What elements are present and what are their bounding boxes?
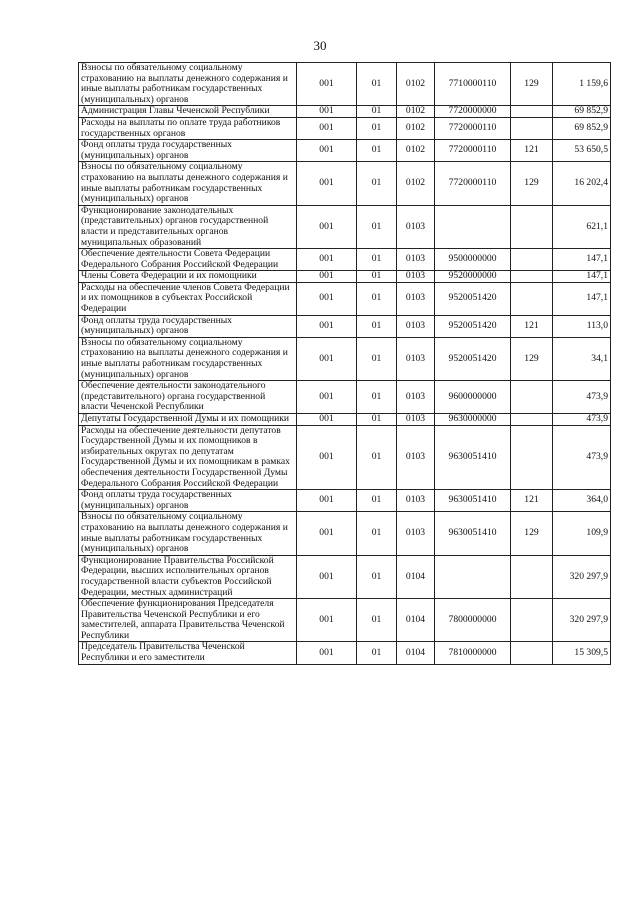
expense-name: Расходы на выплаты по оплате труда работников государственных органов — [79, 117, 297, 139]
ministry-code: 001 — [297, 63, 357, 106]
section-code: 01 — [357, 381, 397, 414]
subsection-code: 0103 — [397, 490, 435, 512]
subsection-code: 0104 — [397, 599, 435, 642]
amount: 69 852,9 — [553, 117, 611, 139]
subsection-code: 0103 — [397, 315, 435, 337]
section-code: 01 — [357, 162, 397, 205]
expense-name: Взносы по обязательному социальному страхованию на выплаты денежного содержания и иные выплаты работникам государственных (муниципальных) органов — [79, 63, 297, 106]
amount: 621,1 — [553, 205, 611, 248]
amount: 1 159,6 — [553, 63, 611, 106]
target-article-code: 9520000000 — [435, 271, 511, 283]
target-article-code: 7720000110 — [435, 117, 511, 139]
amount: 16 202,4 — [553, 162, 611, 205]
amount: 147,1 — [553, 271, 611, 283]
subsection-code: 0103 — [397, 425, 435, 490]
expense-type-code — [511, 599, 553, 642]
target-article-code — [435, 555, 511, 598]
ministry-code: 001 — [297, 249, 357, 271]
table-row — [79, 282, 611, 315]
expense-name: Взносы по обязательному социальному страхованию на выплаты денежного содержания и иные выплаты работникам государственных (муниципальных) органов — [79, 162, 297, 205]
amount: 147,1 — [553, 282, 611, 315]
table-row — [79, 512, 611, 555]
table-row — [79, 271, 611, 283]
amount: 320 297,9 — [553, 555, 611, 598]
page-number: 30 — [313, 38, 327, 53]
expense-name: Расходы на обеспечение членов Совета Федерации и их помощников в субъектах Российской Федерации — [79, 282, 297, 315]
target-article-code: 9630000000 — [435, 414, 511, 426]
section-code: 01 — [357, 599, 397, 642]
subsection-code: 0103 — [397, 271, 435, 283]
target-article-code: 7800000000 — [435, 599, 511, 642]
table-row — [79, 162, 611, 205]
ministry-code: 001 — [297, 381, 357, 414]
subsection-code: 0102 — [397, 63, 435, 106]
table-row — [79, 599, 611, 642]
amount: 473,9 — [553, 425, 611, 490]
target-article-code: 9500000000 — [435, 249, 511, 271]
expense-name: Депутаты Государственной Думы и их помощники — [79, 414, 297, 426]
section-code: 01 — [357, 106, 397, 118]
subsection-code: 0103 — [397, 337, 435, 380]
target-article-code: 9630051410 — [435, 490, 511, 512]
amount: 473,9 — [553, 414, 611, 426]
subsection-code: 0103 — [397, 205, 435, 248]
amount: 109,9 — [553, 512, 611, 555]
expense-type-code — [511, 425, 553, 490]
table-row — [79, 249, 611, 271]
ministry-code: 001 — [297, 140, 357, 162]
amount: 34,1 — [553, 337, 611, 380]
amount: 320 297,9 — [553, 599, 611, 642]
expense-name: Обеспечение функционирования Председателя Правительства Чеченской Республики и его заместителей, аппарата Правительства Чеченской Республики — [79, 599, 297, 642]
expense-name: Расходы на обеспечение деятельности депутатов Государственной Думы и их помощников в избирательных округах по депутатам Государственной Думы и их помощникам в рамках обеспечения деятельности Государственной Думы Федерального Собрания Российской Федерации — [79, 425, 297, 490]
expense-type-code — [511, 271, 553, 283]
expense-type-code: 129 — [511, 337, 553, 380]
target-article-code: 7810000000 — [435, 642, 511, 664]
amount: 473,9 — [553, 381, 611, 414]
expense-name: Председатель Правительства Чеченской Республики и его заместители — [79, 642, 297, 664]
ministry-code: 001 — [297, 106, 357, 118]
expense-name: Обеспечение деятельности Совета Федерации Федерального Собрания Российской Федерации — [79, 249, 297, 271]
section-code: 01 — [357, 315, 397, 337]
expense-type-code — [511, 205, 553, 248]
section-code: 01 — [357, 282, 397, 315]
table-row — [79, 205, 611, 248]
expense-type-code: 129 — [511, 63, 553, 106]
expense-name: Фонд оплаты труда государственных (муниципальных) органов — [79, 490, 297, 512]
ministry-code: 001 — [297, 599, 357, 642]
table-row — [79, 642, 611, 664]
ministry-code: 001 — [297, 642, 357, 664]
table-row — [79, 555, 611, 598]
section-code: 01 — [357, 512, 397, 555]
subsection-code: 0103 — [397, 249, 435, 271]
ministry-code: 001 — [297, 555, 357, 598]
section-code: 01 — [357, 490, 397, 512]
section-code: 01 — [357, 271, 397, 283]
amount: 15 309,5 — [553, 642, 611, 664]
table-row — [79, 490, 611, 512]
expense-type-code — [511, 381, 553, 414]
expense-name: Функционирование Правительства Российской Федерации, высших исполнительных органов государственной власти субъектов Российской Федерации, местных администраций — [79, 555, 297, 598]
expense-name: Фонд оплаты труда государственных (муниципальных) органов — [79, 140, 297, 162]
target-article-code: 7720000110 — [435, 140, 511, 162]
section-code: 01 — [357, 140, 397, 162]
expense-type-code: 129 — [511, 512, 553, 555]
expense-type-code — [511, 414, 553, 426]
section-code: 01 — [357, 414, 397, 426]
subsection-code: 0103 — [397, 381, 435, 414]
table-row — [79, 381, 611, 414]
expense-name: Администрация Главы Чеченской Республики — [79, 106, 297, 118]
target-article-code: 9520051420 — [435, 315, 511, 337]
target-article-code: 7720000110 — [435, 162, 511, 205]
expense-type-code — [511, 555, 553, 598]
target-article-code: 9630051410 — [435, 425, 511, 490]
ministry-code: 001 — [297, 117, 357, 139]
target-article-code: 7720000000 — [435, 106, 511, 118]
table-row — [79, 63, 611, 106]
expense-type-code — [511, 282, 553, 315]
section-code: 01 — [357, 249, 397, 271]
ministry-code: 001 — [297, 282, 357, 315]
expense-name: Взносы по обязательному социальному страхованию на выплаты денежного содержания и иные выплаты работникам государственных (муниципальных) органов — [79, 512, 297, 555]
expense-name: Взносы по обязательному социальному страхованию на выплаты денежного содержания и иные выплаты работникам государственных (муниципальных) органов — [79, 337, 297, 380]
expense-name: Обеспечение деятельности законодательного (представительного) органа государственной власти Чеченской Республики — [79, 381, 297, 414]
table-row — [79, 140, 611, 162]
ministry-code: 001 — [297, 205, 357, 248]
amount: 53 650,5 — [553, 140, 611, 162]
subsection-code: 0103 — [397, 282, 435, 315]
expense-type-code: 121 — [511, 315, 553, 337]
table-row — [79, 106, 611, 118]
subsection-code: 0102 — [397, 106, 435, 118]
target-article-code: 7710000110 — [435, 63, 511, 106]
expense-type-code — [511, 117, 553, 139]
expense-type-code: 121 — [511, 490, 553, 512]
expense-name: Фонд оплаты труда государственных (муниципальных) органов — [79, 315, 297, 337]
ministry-code: 001 — [297, 414, 357, 426]
subsection-code: 0103 — [397, 512, 435, 555]
amount: 147,1 — [553, 249, 611, 271]
target-article-code: 9600000000 — [435, 381, 511, 414]
subsection-code: 0102 — [397, 140, 435, 162]
subsection-code: 0102 — [397, 162, 435, 205]
table-row — [79, 425, 611, 490]
ministry-code: 001 — [297, 490, 357, 512]
amount: 113,0 — [553, 315, 611, 337]
expense-name: Члены Совета Федерации и их помощники — [79, 271, 297, 283]
section-code: 01 — [357, 205, 397, 248]
ministry-code: 001 — [297, 512, 357, 555]
target-article-code: 9520051420 — [435, 282, 511, 315]
amount: 69 852,9 — [553, 106, 611, 118]
target-article-code: 9520051420 — [435, 337, 511, 380]
expense-name: Функционирование законодательных (представительных) органов государственной власти и представительных органов муниципальных образований — [79, 205, 297, 248]
ministry-code: 001 — [297, 315, 357, 337]
table-row — [79, 337, 611, 380]
expense-type-code — [511, 642, 553, 664]
expense-type-code: 121 — [511, 140, 553, 162]
target-article-code: 9630051410 — [435, 512, 511, 555]
budget-table — [78, 62, 611, 665]
section-code: 01 — [357, 117, 397, 139]
ministry-code: 001 — [297, 425, 357, 490]
section-code: 01 — [357, 642, 397, 664]
target-article-code — [435, 205, 511, 248]
section-code: 01 — [357, 555, 397, 598]
subsection-code: 0104 — [397, 642, 435, 664]
section-code: 01 — [357, 63, 397, 106]
table-row — [79, 117, 611, 139]
expense-type-code — [511, 249, 553, 271]
section-code: 01 — [357, 425, 397, 490]
subsection-code: 0104 — [397, 555, 435, 598]
ministry-code: 001 — [297, 162, 357, 205]
subsection-code: 0103 — [397, 414, 435, 426]
ministry-code: 001 — [297, 271, 357, 283]
amount: 364,0 — [553, 490, 611, 512]
table-row — [79, 315, 611, 337]
expense-type-code: 129 — [511, 162, 553, 205]
ministry-code: 001 — [297, 337, 357, 380]
expense-type-code — [511, 106, 553, 118]
section-code: 01 — [357, 337, 397, 380]
table-row — [79, 414, 611, 426]
subsection-code: 0102 — [397, 117, 435, 139]
